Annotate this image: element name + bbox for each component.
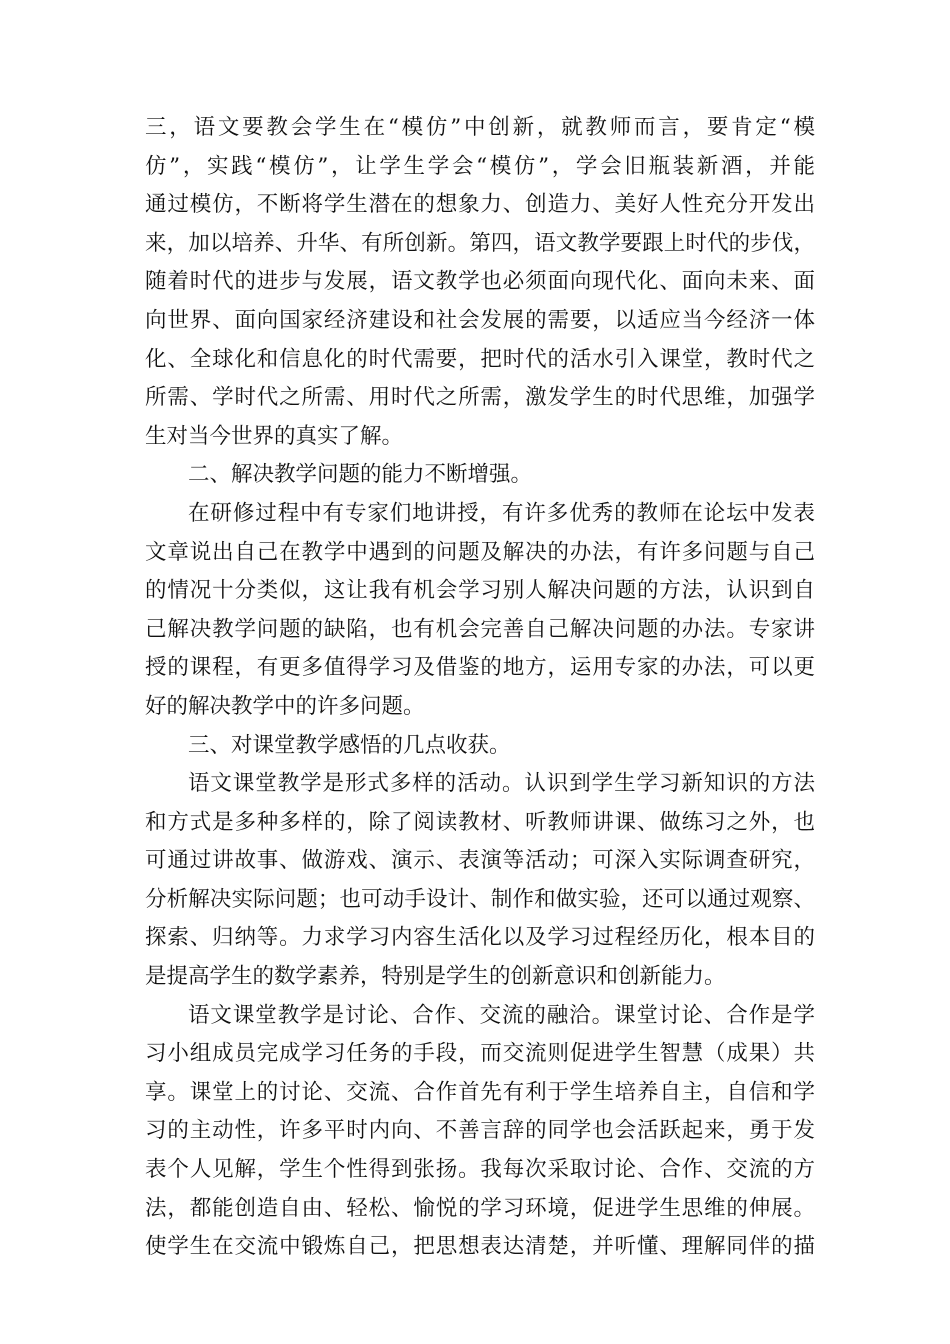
text-line: 仿”，实践“模仿”，让学生学会“模仿”，学会旧瓶装新酒，并能: [145, 153, 815, 179]
text-line: 习的主动性，许多平时内向、不善言辞的同学也会活跃起来，勇于发: [145, 1118, 815, 1144]
text-line: 所需、学时代之所需、用时代之所需，激发学生的时代思维，加强学: [145, 385, 815, 411]
text-line: 化、全球化和信息化的时代需要，把时代的活水引入课堂，教时代之: [145, 346, 815, 372]
text-line: 使学生在交流中锻炼自己，把思想表达清楚，并听懂、理解同伴的描: [145, 1234, 815, 1260]
text-line: 生对当今世界的真实了解。: [145, 423, 404, 449]
text-line: 文章说出自己在教学中遇到的问题及解决的办法，有许多问题与自己: [145, 539, 815, 565]
text-line: 通过模仿，不断将学生潜在的想象力、创造力、美好人性充分开发出: [145, 192, 815, 218]
text-line: 可通过讲故事、做游戏、演示、表演等活动；可深入实际调查研究，: [145, 848, 815, 874]
text-line: 己解决教学问题的缺陷，也有机会完善自己解决问题的办法。专家讲: [145, 616, 815, 642]
text-line: 是提高学生的数学素养，特别是学生的创新意识和创新能力。: [145, 964, 726, 990]
text-line: 在研修过程中有专家们地讲授，有许多优秀的教师在论坛中发表: [188, 500, 815, 526]
text-line: 随着时代的进步与发展，语文教学也必须面向现代化、面向未来、面: [145, 269, 815, 295]
text-line: 语文课堂教学是形式多样的活动。认识到学生学习新知识的方法: [188, 771, 815, 797]
text-line: 表个人见解，学生个性得到张扬。我每次采取讨论、合作、交流的方: [145, 1157, 815, 1183]
text-line: 授的课程，有更多值得学习及借鉴的地方，运用专家的办法，可以更: [145, 655, 815, 681]
text-line: 享。课堂上的讨论、交流、合作首先有利于学生培养自主，自信和学: [145, 1079, 815, 1105]
text-line: 分析解决实际问题；也可动手设计、制作和做实验，还可以通过观察、: [145, 886, 815, 912]
text-line: 向世界、面向国家经济建设和社会发展的需要，以适应当今经济一体: [145, 307, 815, 333]
text-line: 来，加以培养、升华、有所创新。第四，语文教学要跟上时代的步伐，: [145, 230, 815, 256]
document-body: [145, 109, 815, 1267]
text-line: 语文课堂教学是讨论、合作、交流的融洽。课堂讨论、合作是学: [188, 1002, 815, 1028]
text-line: 三、对课堂教学感悟的几点收获。: [188, 732, 511, 758]
text-line: 和方式是多种多样的，除了阅读教材、听教师讲课、做练习之外，也: [145, 809, 815, 835]
text-line: 二、解决教学问题的能力不断增强。: [188, 462, 533, 488]
text-line: 好的解决教学中的许多问题。: [145, 693, 425, 719]
text-line: 三，语文要教会学生在“模仿”中创新，就教师而言，要肯定“模: [145, 115, 815, 140]
text-line: 习小组成员完成学习任务的手段，而交流则促进学生智慧（成果）共: [145, 1041, 815, 1067]
text-line: 的情况十分类似，这让我有机会学习别人解决问题的方法，认识到自: [145, 578, 815, 604]
text-line: 探索、归纳等。力求学习内容生活化以及学习过程经历化，根本目的: [145, 925, 815, 951]
text-line: 法，都能创造自由、轻松、愉悦的学习环境，促进学生思维的伸展。: [145, 1195, 815, 1221]
